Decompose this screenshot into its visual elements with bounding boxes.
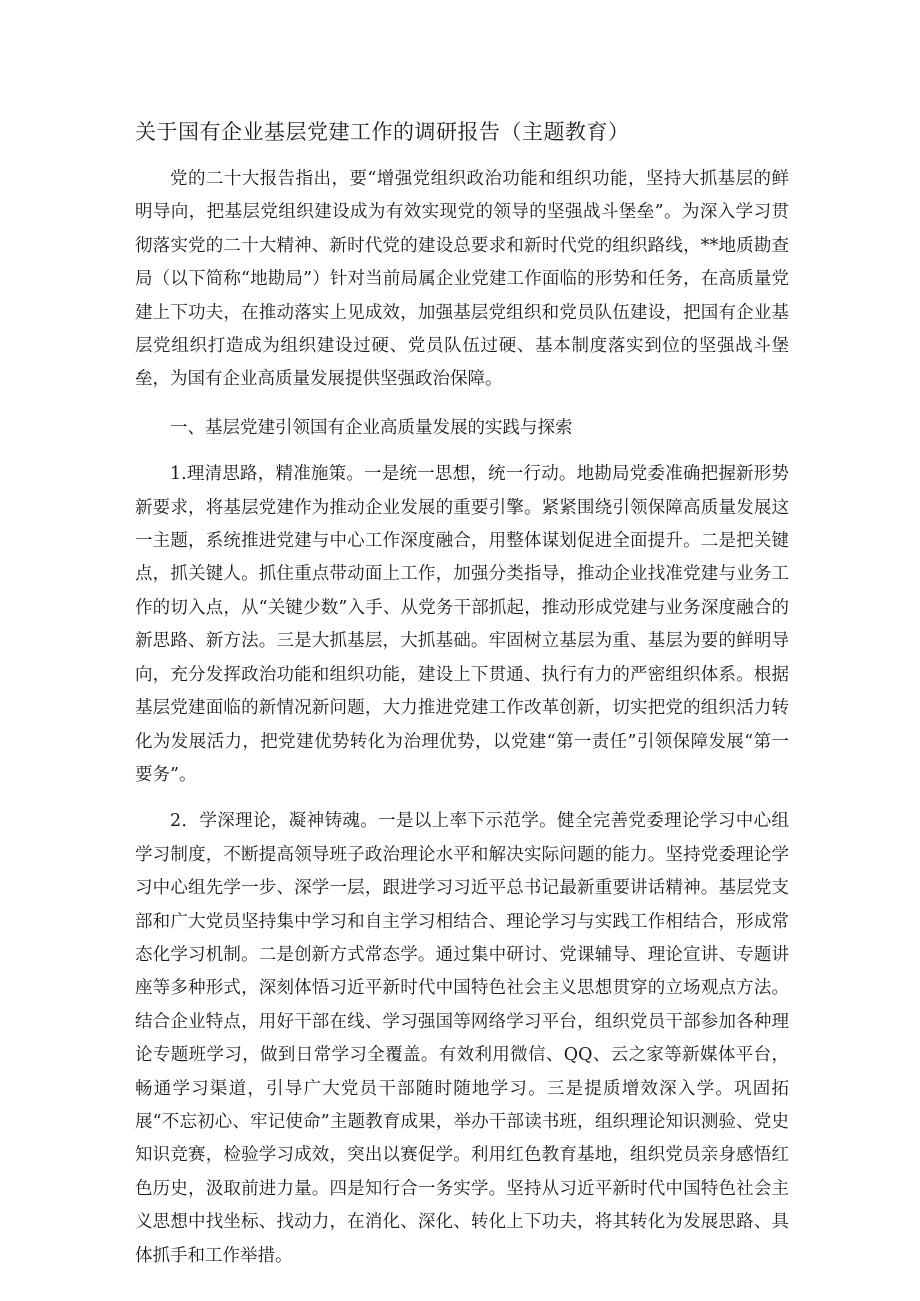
document-title: 关于国有企业基层党建工作的调研报告（主题教育） [135, 120, 630, 144]
item-2-paragraph: 2．学深理论，凝神铸魂。一是以上率下示范学。健全完善党委理论学习中心组学习制度，不断提高领导班子政治理论水平和解决实际问题的能力。坚持党委理论学习中心组先学一步、深学一层，跟进学习习近平总书记最新重要讲话精神。基层党支部和广大党员坚持集中学习和自主学习相结合、理论学习与实践工作相结合，形成常态化学习机制。二是创新方式常态学。通过集中研讨、党课辅导、理论宣讲、专题讲座等多种形式，深刻体悟习近平新时代中国特色社会主义思想贯穿的立场观点方法。结合企业特点，用好干部在线、学习强国等网络学习平台，组织党员干部参加各种理论专题班学习，做到日常学习全覆盖。有效利用微信、QQ、云之家等新媒体平台，畅通学习渠道，引导广大党员干部随时随地学习。三是提质增效深入学。巩固拓展“不忘初心、牢记使命”主题教育成果，举办干部读书班，组织理论知识测验、党史知识竞赛，检验学习成效，突出以赛促学。利用红色教育基地，组织党员亲身感悟红色历史，汲取前进力量。四是知行合一务实学。坚持从习近平新时代中国特色社会主义思想中找坐标、找动力，在消化、深化、转化上下功夫，将其转化为发展思路、具体抓手和工作举措。 [135, 811, 789, 1266]
intro-paragraph: 党的二十大报告指出，要“增强党组织政治功能和组织功能，坚持大抓基层的鲜明导向，把基层党组织建设成为有效实现党的领导的坚强战斗堡垒”。为深入学习贯彻落实党的二十大精神、新时代党的建设总要求和新时代党的组织路线，**地质勘查局（以下简称“地勘局”）针对当前局属企业党建工作面临的形势和任务，在高质量党建上下功夫，在推动落实上见成效，加强基层党组织和党员队伍建设，把国有企业基层党组织打造成为组织建设过硬、党员队伍过硬、基本制度落实到位的坚强战斗堡垒，为国有企业高质量发展提供坚强政治保障。 [135, 169, 789, 390]
section-heading: 一、基层党建引领国有企业高质量发展的实践与探索 [170, 417, 573, 438]
document-body [135, 163, 789, 1273]
item-1-paragraph: 1.理清思路，精准施策。一是统一思想，统一行动。地勘局党委准确把握新形势新要求，将基层党建作为推动企业发展的重要引擎。紧紧围绕引领保障高质量发展这一主题，系统推进党建与中心工作深度融合，用整体谋划促进全面提升。二是把关键点，抓关键人。抓住重点带动面上工作，加强分类指导，推动企业找准党建与业务工作的切入点，从“关键少数”入手、从党务干部抓起，推动形成党建与业务深度融合的新思路、新方法。三是大抓基层，大抓基础。牢固树立基层为重、基层为要的鲜明导向，充分发挥政治功能和组织功能，建设上下贯通、执行有力的严密组织体系。根据基层党建面临的新情况新问题，大力推进党建工作改革创新，切实把党的组织活力转化为发展活力，把党建优势转化为治理优势，以党建“第一责任”引领保障发展“第一要务”。 [135, 464, 789, 785]
